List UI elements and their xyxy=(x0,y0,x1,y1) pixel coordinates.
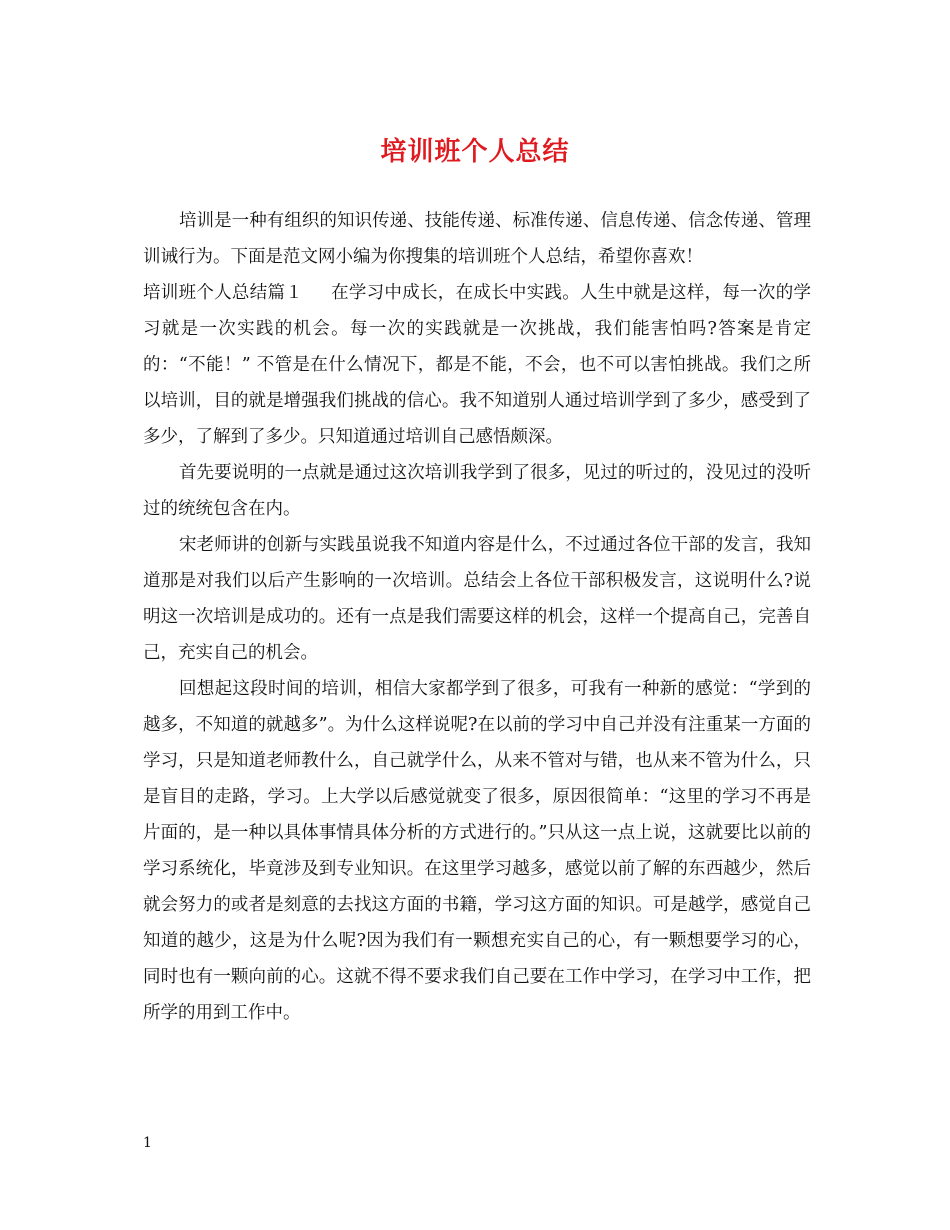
document-body xyxy=(143,203,811,1031)
page-number: 1 xyxy=(143,1135,152,1151)
paragraph-1: 在学习中成长，在成长中实践。人生中就是这样，每一次的学习就是一次实践的机会。每一次的实践就是一次挑战，我们能害怕吗?答案是肯定的：“不能！” 不管是在什么情况下，都是不能，不会，也不可以害怕挑战。我们之所以培训，目的就是增强我们挑战的信心。我不知道别人通过培训学到了多少，感受到了多少，了解到了多少。只知道通过培训自己感悟颇深。 xyxy=(143,283,812,447)
paragraph-3: 宋老师讲的创新与实践虽说我不知道内容是什么，不过通过各位干部的发言，我知道那是对我们以后产生影响的一次培训。总结会上各位干部积极发言，这说明什么?说明这一次培训是成功的。还有一点是我们需要这样的机会，这样一个提高自己，完善自己，充实自己的机会。 xyxy=(143,535,811,663)
document-title: 培训班个人总结 xyxy=(380,137,570,167)
section-paragraph xyxy=(143,275,811,455)
paragraph-2: 首先要说明的一点就是通过这次培训我学到了很多，见过的听过的，没见过的没听过的统统包含在内。 xyxy=(143,463,811,519)
section-heading: 培训班个人总结篇１ xyxy=(143,283,304,303)
intro-paragraph: 培训是一种有组织的知识传递、技能传递、标准传递、信息传递、信念传递、管理训诫行为。下面是范文网小编为你搜集的培训班个人总结，希望你喜欢！ xyxy=(143,211,811,267)
paragraph-4: 回想起这段时间的培训，相信大家都学到了很多，可我有一种新的感觉：“学到的越多，不知道的就越多”。为什么这样说呢?在以前的学习中自己并没有注重某一方面的学习，只是知道老师教什么，自己就学什么，从来不管对与错，也从来不管为什么，只是盲目的走路，学习。上大学以后感觉就变了很多，原因很简单：“这里的学习不再是片面的，是一种以具体事情具体分析的方式进行的。”只从这一点上说，这就要比以前的学习系统化，毕竟涉及到专业知识。在这里学习越多，感觉以前了解的东西越少，然后就会努力的或者是刻意的去找这方面的书籍，学习这方面的知识。可是越学，感觉自己知道的越少，这是为什么呢?因为我们有一颗想充实自己的心，有一颗想要学习的心，同时也有一颗向前的心。这就不得不要求我们自己要在工作中学习，在学习中工作，把所学的用到工作中。 xyxy=(143,679,811,1023)
